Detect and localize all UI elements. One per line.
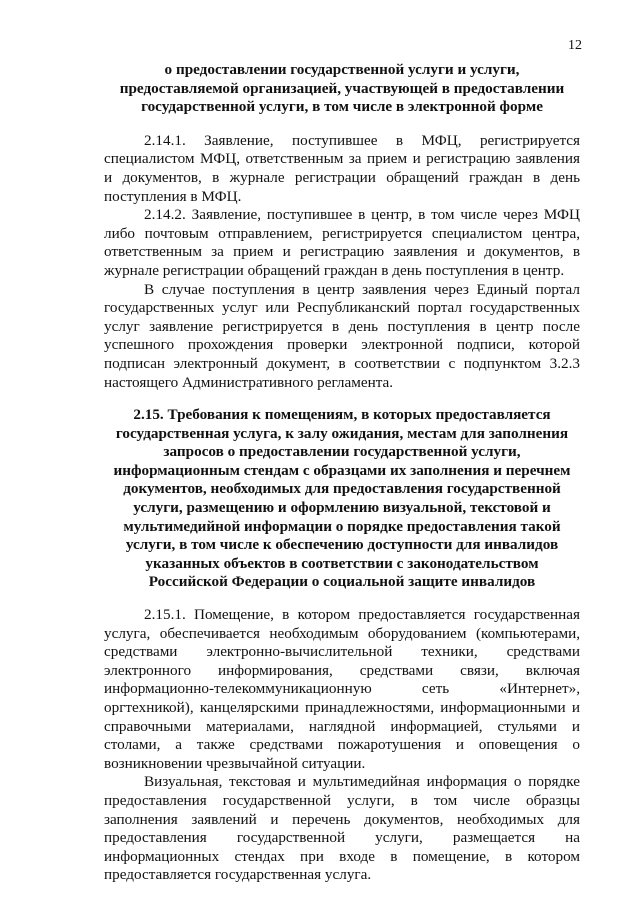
section-heading-2-15: 2.15. Требования к помещениям, в которых предоставляется государственная услуга, к залу ожидания, местам для заполнения запросов о предоставлении государственной услуги, информационным стендам с образцами их заполнения и перечнем документов, необходимых для предоставления государственной услуги, размещению и оформлению визуальной, текстовой и мультимедийной информации о порядке предоставления такой услуги, в том числе к обеспечению доступности для инвалидов указанных объектов в соответствии с законодательством Российской Федерации о социальной защите инвалидов bbox=[113, 406, 571, 591]
paragraph-visual-information: Визуальная, текстовая и мультимедийная информация о порядке предоставления государственной услуги, в том числе образцы заполнения заявлений и перечень документов, необходимых для предоставления государственной услуги, размещается на информационных стендах при входе в помещение, в котором предоставляется государственная услуга. bbox=[104, 773, 580, 884]
section-heading-end: о предоставлении государственной услуги и услуги, предоставляемой организацией, участвующей в предоставлении государственной услуги, в том числе в электронной форме bbox=[119, 61, 565, 116]
paragraph-2-14-1: 2.14.1. Заявление, поступившее в МФЦ, регистрируется специалистом МФЦ, ответственным за прием и регистрацию заявления и документов, в журнале регистрации обращений граждан в день поступления в МФЦ. bbox=[104, 131, 580, 205]
paragraph-2-15-1: 2.15.1. Помещение, в котором предоставляется государственная услуга, обеспечивается необходимым оборудованием (компьютерами, средствами электронно-вычислительной техники, средствами электронного информирования, средствами связи, включая информационно-телекоммуникационную сеть «Интернет», оргтехникой), канцелярскими принадлежностями, информационными и справочными материалами, наглядной информацией, стульями и столами, а также средствами пожаротушения и оповещения о возникновении чрезвычайной ситуации. bbox=[104, 606, 580, 772]
paragraph-2-14-2: 2.14.2. Заявление, поступившее в центр, в том числе через МФЦ либо почтовым отправлением, регистрируется специалистом центра, ответственным за прием и регистрацию заявления и документов, в журнале регистрации обращений граждан в день поступления в центр. bbox=[104, 206, 580, 279]
document-body bbox=[104, 61, 580, 885]
paragraph-portal-registration: В случае поступления в центр заявления через Единый портал государственных услуг или Республиканский портал государственных услуг заявление регистрируется в день поступления в центр после успешного прохождения проверки электронной подписи, которой подписан электронный документ, в соответствии с подпунктом 3.2.3 настоящего Административного регламента. bbox=[104, 280, 580, 391]
page-number: 12 bbox=[568, 38, 582, 53]
